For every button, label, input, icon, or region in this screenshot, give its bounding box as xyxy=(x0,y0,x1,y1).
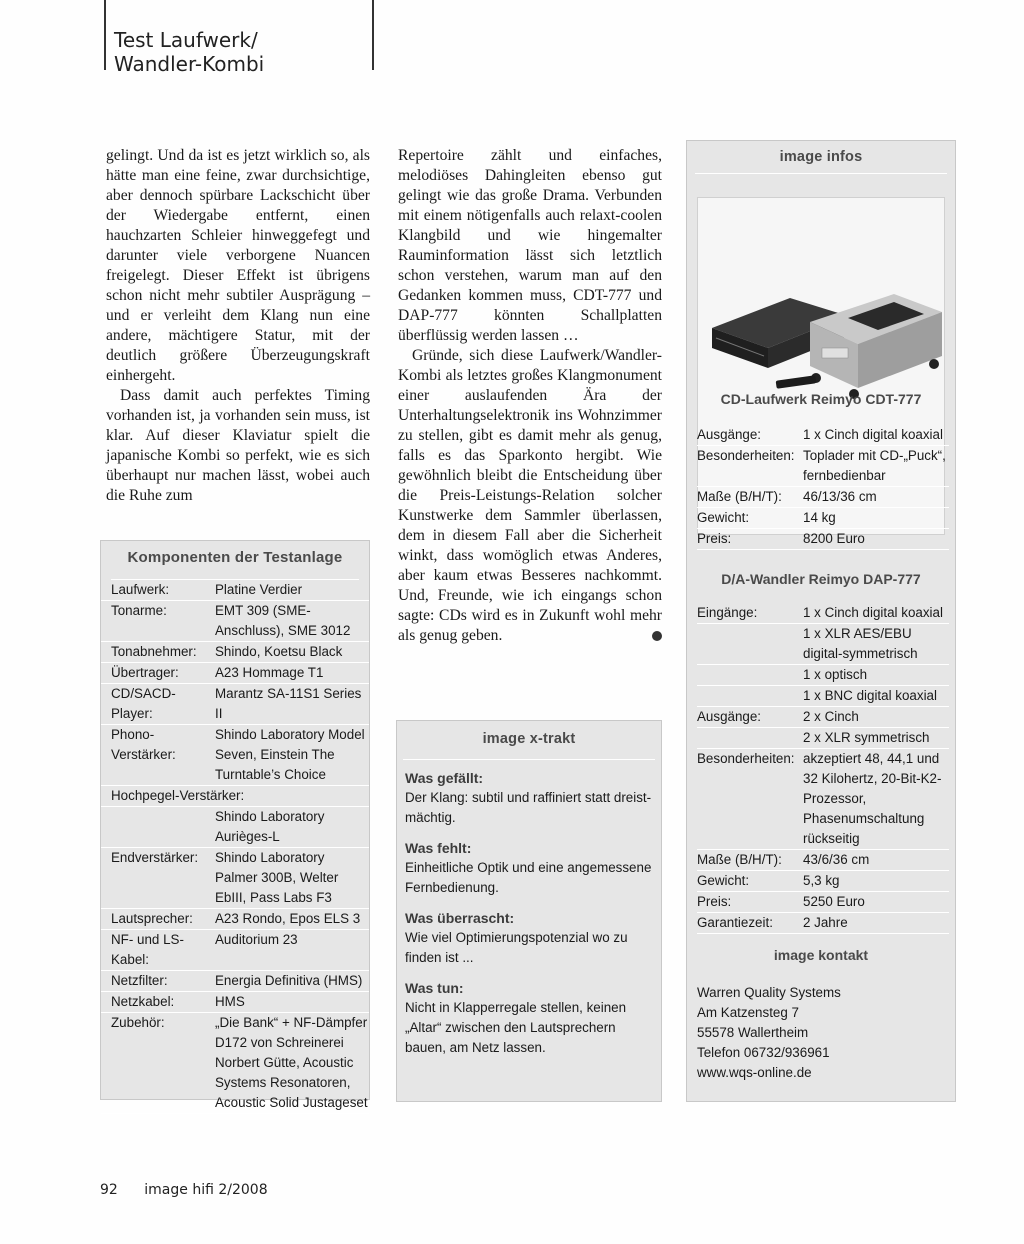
article-column-2 xyxy=(398,146,662,646)
article-column-1 xyxy=(106,146,370,506)
kontakt-line: Warren Quality Systems xyxy=(697,985,841,1000)
spec-label: Übertrager: xyxy=(111,665,179,680)
spec-row xyxy=(697,425,949,446)
spec-label: Gewicht: xyxy=(697,873,750,888)
components-box-title: Komponenten der Testanlage xyxy=(111,541,359,580)
spec-value: Marantz SA-11S1 Series II xyxy=(215,686,362,721)
spec-row xyxy=(697,508,949,529)
spec-row xyxy=(697,913,949,934)
page-number: 92 xyxy=(100,1182,118,1198)
spec-label: NF- und LS-Kabel: xyxy=(111,932,184,967)
kontakt-title: image kontakt xyxy=(773,947,869,963)
xtrakt-section-missing xyxy=(397,838,661,898)
paragraph: gelingt. Und da ist es jetzt wirklich so, als hätte man eine feine, zwar durchsichtige, aber dennoch spürbare Lackschicht über der Wiedergabe entfernt, einen hauchzarten Schleier hinweggefegt und darunter viele verborgene Nuancen freigelegt. Dieser Effekt ist übrigens schon nicht mehr subtiler Ausprägung – und er verleiht dem Klang nun eine andere, mächtigere Statur, mit der deutlich größere Überzeugungskraft einhergeht. xyxy=(106,147,370,384)
paragraph: Repertoire zählt und einfaches, melodiöses Dahingleiten ebenso gut gelingt wie das große Drama. Verbunden mit einem nötigenfalls auch relaxt-coolen Klangbild und wie hingemalter Rauminformation lässt sich letztlich schon verstehen, warum man auf den Gedanken kommen muss, CDT-777 und DAP-777 könnten Schallplatten überflüssig werden lassen … xyxy=(398,147,662,344)
xtrakt-section-body: Einheitliche Optik und eine angemessene Fernbedienung. xyxy=(405,860,652,895)
spec-value xyxy=(244,786,369,806)
spec-label: Besonderheiten: xyxy=(697,751,795,766)
paragraph: Dass damit auch perfektes Timing vorhanden ist, ja vorhanden sein muss, ist klar. Auf dieser Klaviatur spielt die japanische Kombi so perfekt, wie es sich überhaupt nur machen lässt, wobei auch die Ruhe zum xyxy=(106,387,370,504)
spec-row xyxy=(101,930,369,971)
spec-row xyxy=(697,707,949,728)
spec-value: 5,3 kg xyxy=(803,873,840,888)
kontakt-line: 55578 Wallertheim xyxy=(697,1025,809,1040)
infos-box xyxy=(686,140,956,1102)
kontakt-line: www.wqs-online.de xyxy=(697,1065,812,1080)
spec-value: 14 kg xyxy=(803,510,836,525)
spec-row xyxy=(697,665,949,686)
spec-label: Laufwerk: xyxy=(111,582,170,597)
spec-row xyxy=(697,603,949,624)
xtrakt-section-title: Was fehlt: xyxy=(405,840,472,856)
spec-row xyxy=(101,1013,369,1114)
spec-label: Garantiezeit: xyxy=(697,915,773,930)
spec-label xyxy=(697,665,803,685)
spec-label: Phono-Verstärker: xyxy=(111,727,176,762)
spec-label: Maße (B/H/T): xyxy=(697,852,782,867)
spec-value: HMS xyxy=(215,994,245,1009)
spec-row xyxy=(101,992,369,1013)
spec-row xyxy=(697,686,949,707)
spec-value: 5250 Euro xyxy=(803,894,865,909)
end-mark-icon xyxy=(652,631,662,641)
spec-value: Shindo, Koetsu Black xyxy=(215,644,343,659)
cdt-title: CD-Laufwerk Reimyo CDT-777 xyxy=(720,391,922,407)
spec-label: CD/SACD-Player: xyxy=(111,686,176,721)
spec-value: 2 x XLR symmetrisch xyxy=(803,730,930,745)
spec-row xyxy=(697,871,949,892)
xtrakt-section-todo xyxy=(397,978,661,1058)
spec-label xyxy=(697,728,803,748)
spec-value: EMT 309 (SME-Anschluss), SME 3012 xyxy=(215,603,351,638)
spec-label: Lautsprecher: xyxy=(111,911,193,926)
spec-value: 8200 Euro xyxy=(803,531,865,546)
spec-row xyxy=(101,909,369,930)
spec-label xyxy=(697,624,803,664)
spec-value: akzeptiert 48, 44,1 und 32 Kilohertz, 20-Bit-K2-Prozessor, Phasenumschaltung rückseitig xyxy=(803,751,942,846)
header-rule-left xyxy=(104,0,106,70)
spec-label: Hochpegel-Verstärker: xyxy=(111,788,245,803)
spec-label: Tonabnehmer: xyxy=(111,644,197,659)
spec-row xyxy=(101,971,369,992)
spec-row xyxy=(101,684,369,725)
spec-row xyxy=(697,892,949,913)
paragraph xyxy=(398,346,662,646)
spec-value: 2 x Cinch xyxy=(803,709,859,724)
spec-value: Shindo Laboratory Palmer 300B, Welter EbIII, Pass Labs F3 xyxy=(215,850,339,905)
spec-row xyxy=(697,624,949,665)
infos-box-title: image infos xyxy=(695,141,947,174)
xtrakt-box-title: image x-trakt xyxy=(403,721,655,760)
spec-label: Besonderheiten: xyxy=(697,448,795,463)
cdt-spec-list xyxy=(697,425,949,550)
section-title-line2: Wandler-Kombi xyxy=(114,52,265,76)
xtrakt-section-title: Was überrascht: xyxy=(405,910,515,926)
spec-row xyxy=(101,807,369,848)
spec-value: 2 Jahre xyxy=(803,915,848,930)
spec-value: Energia Definitiva (HMS) xyxy=(215,973,363,988)
xtrakt-section-surprise xyxy=(397,908,661,968)
components-list xyxy=(101,580,369,1114)
spec-value: 1 x optisch xyxy=(803,667,868,682)
spec-value: A23 Rondo, Epos ELS 3 xyxy=(215,911,361,926)
xtrakt-section-likes xyxy=(397,768,661,828)
spec-label: Ausgänge: xyxy=(697,427,762,442)
spec-value: 1 x Cinch digital koaxial xyxy=(803,605,943,620)
section-title xyxy=(114,28,264,76)
page-footer xyxy=(100,1182,290,1198)
components-box xyxy=(100,540,370,1110)
magazine-issue: image hifi 2/2008 xyxy=(144,1182,268,1198)
spec-value: 1 x XLR AES/EBU digital-symmetrisch xyxy=(803,626,918,661)
xtrakt-section-title: Was gefällt: xyxy=(405,770,484,786)
spec-label: Netzkabel: xyxy=(111,994,175,1009)
spec-row xyxy=(101,663,369,684)
spec-row xyxy=(101,725,369,786)
spec-value: 46/13/36 cm xyxy=(803,489,877,504)
spec-label: Eingänge: xyxy=(697,605,758,620)
spec-label: Netzfilter: xyxy=(111,973,168,988)
spec-value: 1 x BNC digital koaxial xyxy=(803,688,937,703)
spec-value: Toplader mit CD-„Puck“, fernbedienbar xyxy=(803,448,946,483)
spec-row xyxy=(101,642,369,663)
dap-spec-list xyxy=(697,603,949,934)
kontakt-line: Am Katzensteg 7 xyxy=(697,1005,799,1020)
spec-row xyxy=(697,728,949,749)
spec-row xyxy=(697,487,949,508)
spec-label: Gewicht: xyxy=(697,510,750,525)
spec-label xyxy=(111,807,215,847)
xtrakt-section-body: Der Klang: subtil und raffiniert statt dreist-mächtig. xyxy=(405,790,652,825)
dap-title: D/A-Wandler Reimyo DAP-777 xyxy=(721,571,921,587)
spec-value: 1 x Cinch digital koaxial xyxy=(803,427,943,442)
spec-row xyxy=(697,446,949,487)
xtrakt-box xyxy=(396,720,662,1102)
xtrakt-section-title: Was tun: xyxy=(405,980,464,996)
kontakt-lines xyxy=(697,983,947,1083)
spec-value: Auditorium 23 xyxy=(215,932,298,947)
spec-value: Shindo Laboratory Aurièges-L xyxy=(215,809,325,844)
kontakt-line: Telefon 06732/936961 xyxy=(697,1045,830,1060)
spec-row xyxy=(101,601,369,642)
spec-value: Platine Verdier xyxy=(215,582,303,597)
spec-row xyxy=(101,786,369,807)
spec-row xyxy=(101,848,369,909)
spec-label: Zubehör: xyxy=(111,1015,165,1030)
spec-value: 43/6/36 cm xyxy=(803,852,870,867)
header-rule-right xyxy=(372,0,374,70)
spec-label: Preis: xyxy=(697,894,732,909)
xtrakt-section-body: Nicht in Klapperregale stellen, keinen „Altar“ zwischen den Lautsprechern bauen, am Netz lassen. xyxy=(405,1000,627,1055)
spec-row xyxy=(697,749,949,850)
spec-value: A23 Hommage T1 xyxy=(215,665,324,680)
spec-label: Maße (B/H/T): xyxy=(697,489,782,504)
spec-row xyxy=(697,850,949,871)
spec-row xyxy=(697,529,949,550)
spec-row xyxy=(101,580,369,601)
section-title-line1: Test Laufwerk/ xyxy=(114,28,258,52)
spec-label: Tonarme: xyxy=(111,603,167,618)
spec-value: „Die Bank“ + NF-Dämpfer D172 von Schreinerei Norbert Gütte, Acoustic Systems Resonatoren, Acoustic Solid Justageset xyxy=(215,1015,368,1110)
spec-label: Endverstärker: xyxy=(111,850,199,865)
spec-label: Ausgänge: xyxy=(697,709,762,724)
spec-value: Shindo Laboratory Model Seven, Einstein The Turntable’s Choice xyxy=(215,727,365,782)
xtrakt-section-body: Wie viel Optimierungspotenzial wo zu finden ist ... xyxy=(405,930,628,965)
spec-label: Preis: xyxy=(697,531,732,546)
paragraph-text: Gründe, sich diese Laufwerk/Wandler-Kombi als letztes großes Klangmonument einer auslaufenden Ära der Unterhaltungselektronik ins Wohnzimmer zu stellen, gibt es damit mehr als genug, falls es das Sparkonto hergibt. Wie gewöhnlich bleibt die Entscheidung über die Preis-Leistungs-Relation solcher Kunstwerke dem Sammler überlassen, dem in diesem Fall aber die Sicherheit winkt, dass womöglich etwas Anderes, aber kaum etwas Besseres nachkommt. Und, Freunde, wie ich eingangs schon sagte: CDs wird es in Zukunft wohl mehr als genug geben. xyxy=(398,347,662,644)
spec-label xyxy=(697,686,803,706)
